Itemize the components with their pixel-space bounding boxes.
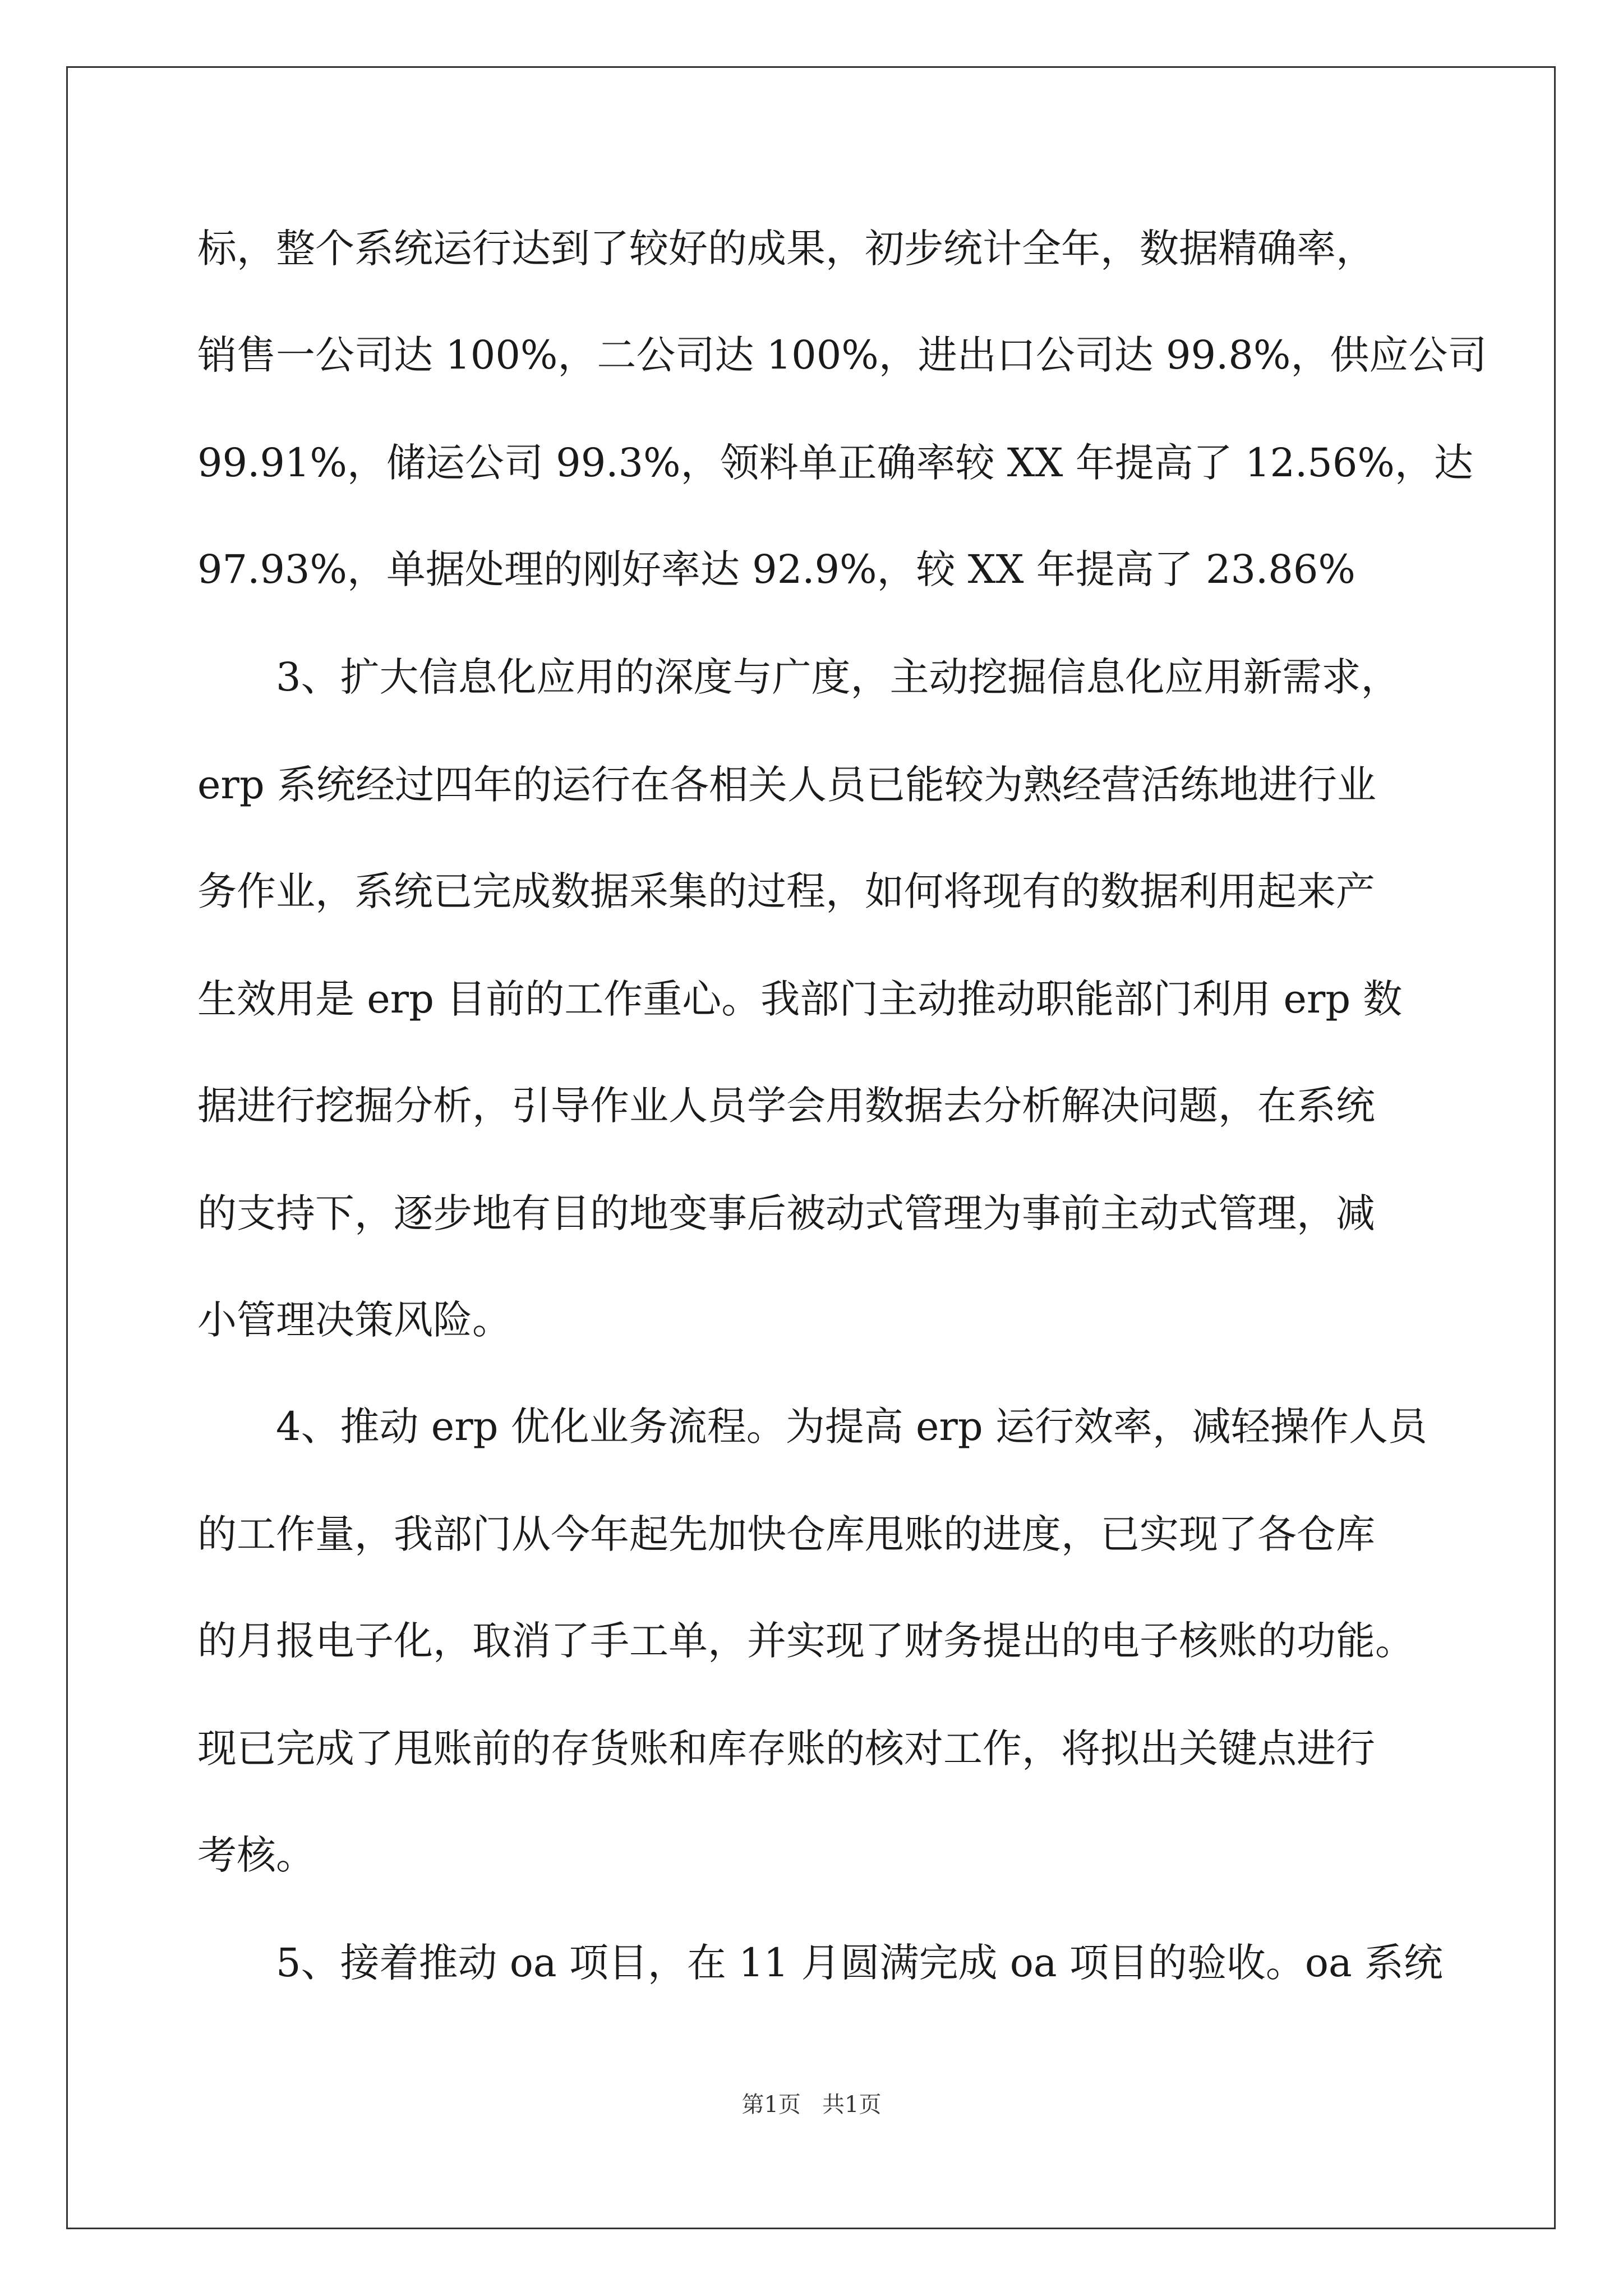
text-line: 销售一公司达 100%，二公司达 100%，进出口公司达 99.8%，供应公司 <box>197 332 1487 378</box>
text-line: 考核。 <box>197 1832 315 1878</box>
text-line: 小管理决策风险。 <box>197 1297 511 1343</box>
text-line: 现已完成了甩账前的存货账和库存账的核对工作，将拟出关键点进行 <box>197 1726 1375 1772</box>
paragraph-3-start: 3、扩大信息化应用的深度与广度，主动挖掘信息化应用新需求， <box>276 654 1400 700</box>
text-line: 的工作量，我部门从今年起先加快仓库甩账的进度，已实现了各仓库 <box>197 1511 1375 1557</box>
paragraph-4-start: 4、推动 erp 优化业务流程。为提高 erp 运行效率，减轻操作人员 <box>276 1404 1427 1450</box>
paragraph-5-start: 5、接着推动 oa 项目，在 11 月圆满完成 oa 项目的验收。oa 系统 <box>276 1940 1443 1986</box>
text-line: 的支持下，逐步地有目的地变事后被动式管理为事前主动式管理，减 <box>197 1190 1375 1236</box>
text-line: 务作业，系统已完成数据采集的过程，如何将现有的数据利用起来产 <box>197 868 1375 914</box>
page-border <box>66 66 1556 2229</box>
text-line: 的月报电子化，取消了手工单，并实现了财务提出的电子核账的功能。 <box>197 1618 1414 1664</box>
text-line: 97.93%，单据处理的刚好率达 92.9%，较 XX 年提高了 23.86% <box>197 546 1355 592</box>
text-line: 据进行挖掘分析，引导作业人员学会用数据去分析解决问题，在系统 <box>197 1083 1375 1129</box>
text-line: 生效用是 erp 目前的工作重心。我部门主动推动职能部门利用 erp 数 <box>197 976 1403 1022</box>
text-line: 标，整个系统运行达到了较好的成果，初步统计全年，数据精确率， <box>197 226 1375 272</box>
text-line: erp 系统经过四年的运行在各相关人员已能较为熟经营活练地进行业 <box>197 762 1376 808</box>
text-line: 99.91%，储运公司 99.3%，领料单正确率较 XX 年提高了 12.56%，达 <box>197 440 1473 486</box>
page-footer: 第1页 共1页 <box>741 2092 882 2118</box>
